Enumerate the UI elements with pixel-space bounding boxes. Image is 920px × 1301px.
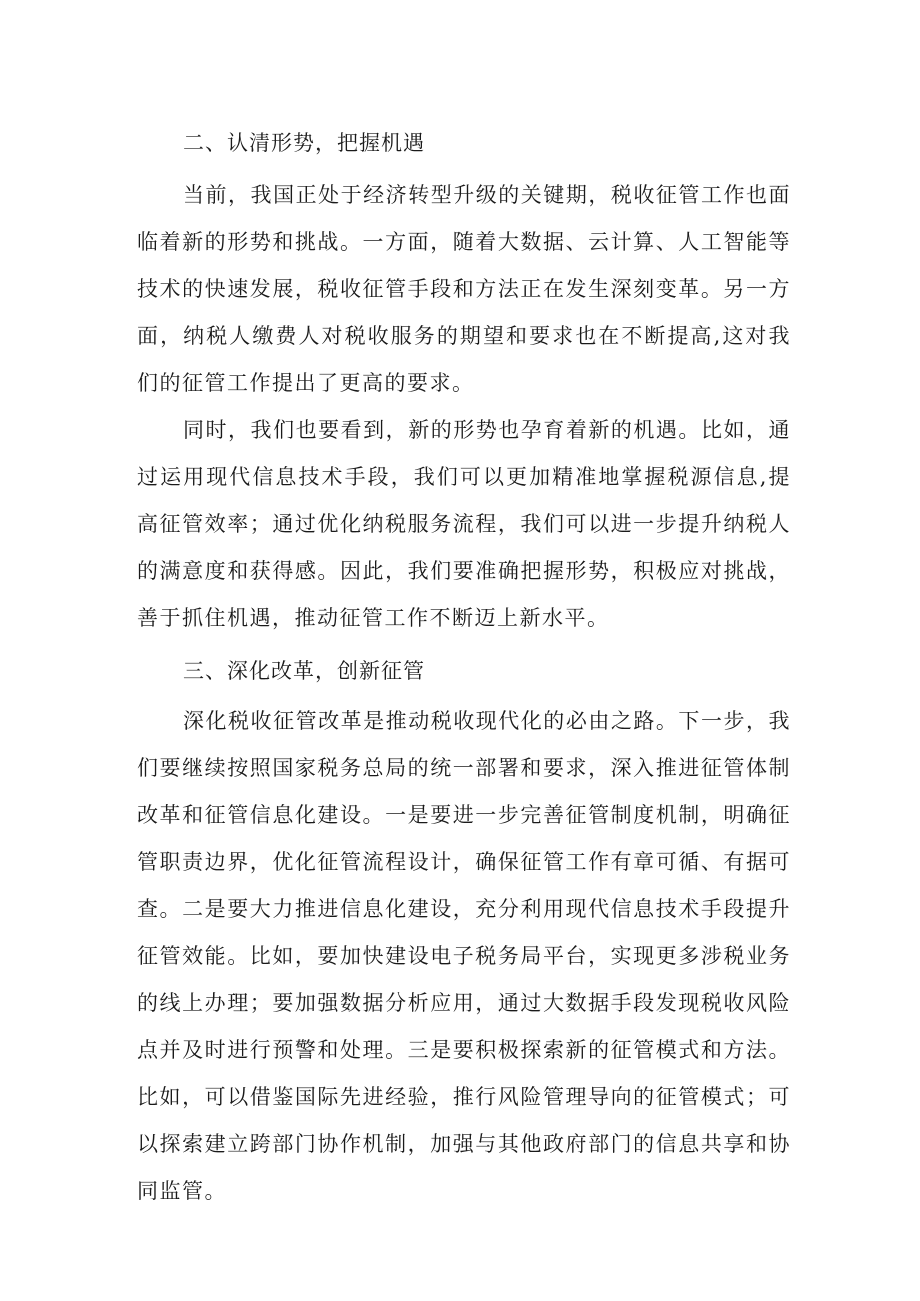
paragraph-situation: 当前，我国正处于经济转型升级的关键期，税收征管工作也面临着新的形势和挑战。一方面，随着大数据、云计算、人工智能等技术的快速发展，税收征管手段和方法正在发生深刻变革。另一方面，纳税人缴费人对税收服务的期望和要求也在不断提高,这对我们的征管工作提出了更高的要求。: [137, 183, 791, 395]
paragraph-opportunity: 同时，我们也要看到，新的形势也孕育着新的机遇。比如，通过运用现代信息技术手段，我们可以更加精准地掌握税源信息,提高征管效率；通过优化纳税服务流程，我们可以进一步提升纳税人的满意度和获得感。因此，我们要准确把握形势，积极应对挑战，善于抓住机遇，推动征管工作不断迈上新水平。: [137, 418, 791, 630]
paragraph-reform: 深化税收征管改革是推动税收现代化的必由之路。下一步，我们要继续按照国家税务总局的统一部署和要求，深入推进征管体制改革和征管信息化建设。一是要进一步完善征管制度机制，明确征管职责边界，优化征管流程设计，确保征管工作有章可循、有据可查。二是要大力推进信息化建设，充分利用现代信息技术手段提升征管效能。比如，要加快建设电子税务局平台，实现更多涉税业务的线上办理；要加强数据分析应用，通过大数据手段发现税收风险点并及时进行预警和处理。三是要积极探索新的征管模式和方法。比如，可以借鉴国际先进经验，推行风险管理导向的征管模式；可以探索建立跨部门协作机制，加强与其他政府部门的信息共享和协同监管。: [137, 709, 791, 1203]
section-heading-2: 二、认清形势，把握机遇: [183, 131, 425, 155]
section-heading-3: 三、深化改革，创新征管: [183, 659, 425, 683]
document-body: [137, 118, 791, 1215]
